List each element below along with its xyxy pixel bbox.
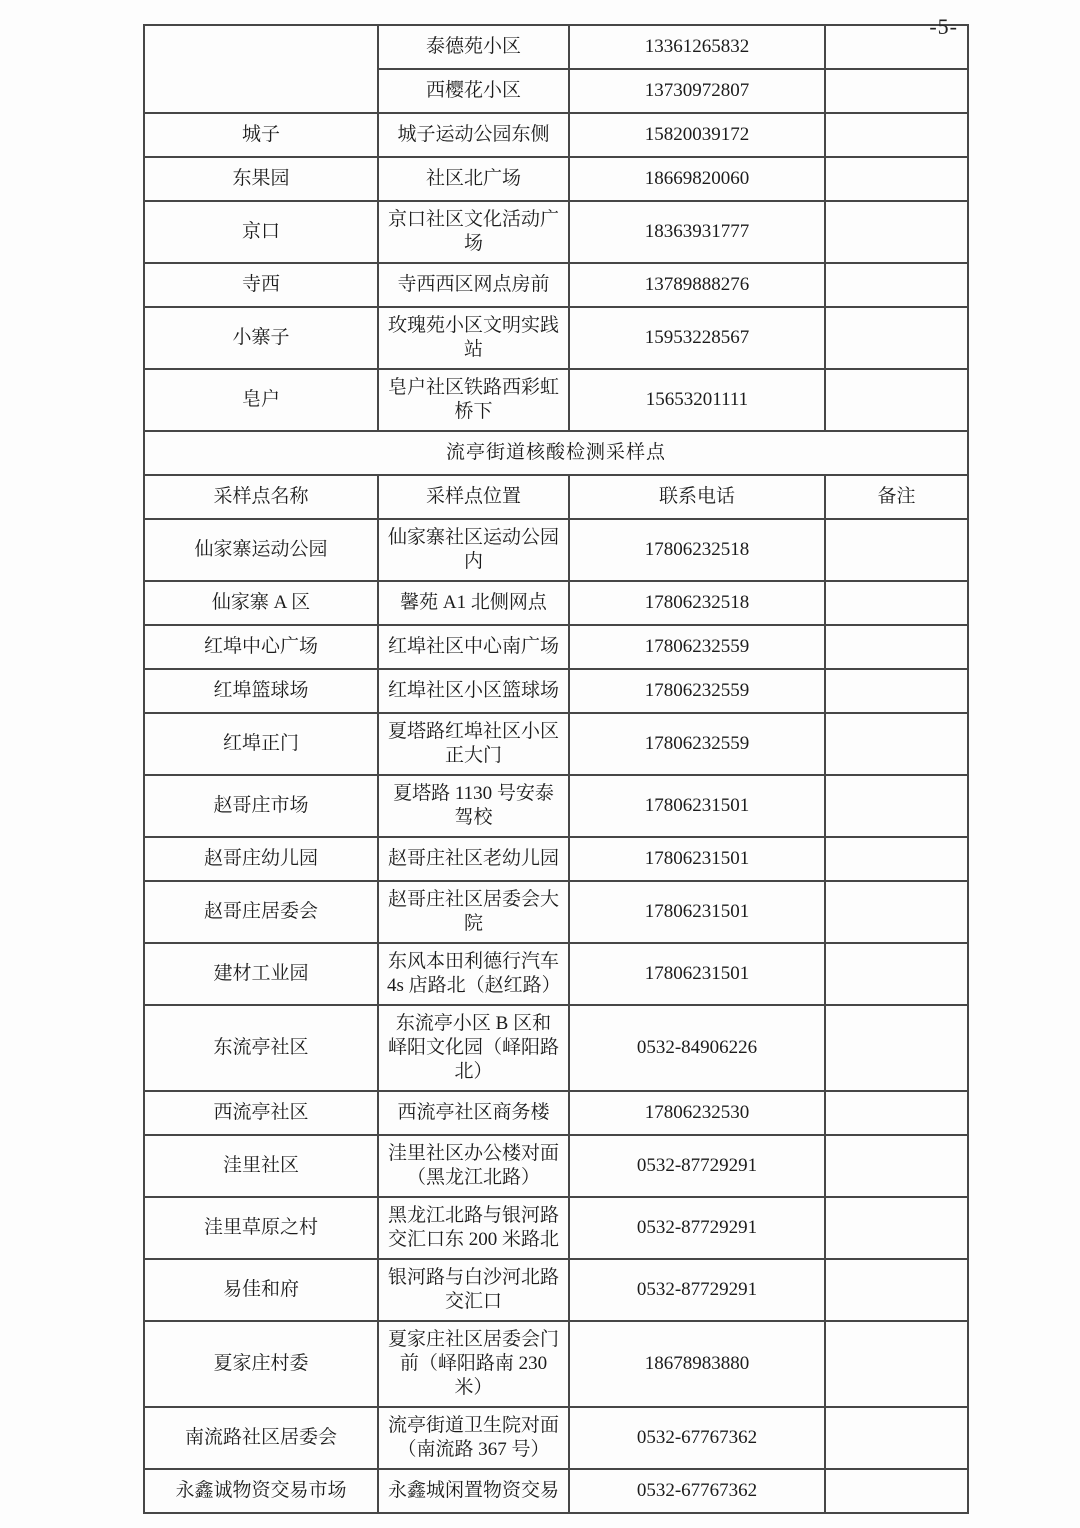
cell-phone: 15953228567 (569, 307, 825, 369)
cell-name: 城子 (144, 113, 378, 157)
table-row (144, 1005, 968, 1091)
cell-name: 洼里草原之村 (144, 1197, 378, 1259)
cell-phone: 0532-87729291 (569, 1197, 825, 1259)
cell-location: 馨苑 A1 北侧网点 (378, 581, 569, 625)
table-row (144, 519, 968, 581)
table-row (144, 1259, 968, 1321)
cell-phone: 17806231501 (569, 943, 825, 1005)
cell-phone: 13361265832 (569, 25, 825, 69)
cell-location: 城子运动公园东侧 (378, 113, 569, 157)
table-row (144, 1407, 968, 1469)
cell-phone: 15820039172 (569, 113, 825, 157)
column-header-row (144, 475, 968, 519)
cell-location: 泰德苑小区 (378, 25, 569, 69)
cell-name: 东果园 (144, 157, 378, 201)
cell-name: 红埠正门 (144, 713, 378, 775)
cell-note (825, 713, 968, 775)
cell-location: 夏塔路 1130 号安泰驾校 (378, 775, 569, 837)
cell-location: 玫瑰苑小区文明实践站 (378, 307, 569, 369)
cell-note (825, 881, 968, 943)
table-row (144, 881, 968, 943)
cell-note (825, 581, 968, 625)
table-row (144, 625, 968, 669)
cell-location: 京口社区文化活动广场 (378, 201, 569, 263)
cell-note (825, 201, 968, 263)
cell-location: 寺西西区网点房前 (378, 263, 569, 307)
cell-phone: 17806232530 (569, 1091, 825, 1135)
table-row (144, 775, 968, 837)
table-row (144, 201, 968, 263)
cell-name: 红埠中心广场 (144, 625, 378, 669)
cell-note (825, 1005, 968, 1091)
cell-note (825, 157, 968, 201)
section-title: 流亭街道核酸检测采样点 (144, 431, 968, 475)
cell-name: 易佳和府 (144, 1259, 378, 1321)
cell-name: 建材工业园 (144, 943, 378, 1005)
cell-note (825, 1259, 968, 1321)
cell-location: 红埠社区中心南广场 (378, 625, 569, 669)
sampling-table (143, 24, 969, 1514)
cell-location: 永鑫城闲置物资交易 (378, 1469, 569, 1513)
cell-note (825, 775, 968, 837)
cell-name: 夏家庄村委 (144, 1321, 378, 1407)
cell-name: 永鑫诚物资交易市场 (144, 1469, 378, 1513)
cell-name: 寺西 (144, 263, 378, 307)
cell-phone: 17806232559 (569, 713, 825, 775)
cell-phone: 17806231501 (569, 775, 825, 837)
col-header-name: 采样点名称 (144, 475, 378, 519)
col-header-location: 采样点位置 (378, 475, 569, 519)
cell-phone: 15653201111 (569, 369, 825, 431)
cell-note (825, 1469, 968, 1513)
cell-name: 赵哥庄幼儿园 (144, 837, 378, 881)
cell-name: 赵哥庄市场 (144, 775, 378, 837)
col-header-phone: 联系电话 (569, 475, 825, 519)
cell-name: 西流亭社区 (144, 1091, 378, 1135)
cell-note (825, 519, 968, 581)
cell-location: 洼里社区办公楼对面（黑龙江北路） (378, 1135, 569, 1197)
cell-phone: 0532-67767362 (569, 1407, 825, 1469)
cell-name: 东流亭社区 (144, 1005, 378, 1091)
cell-phone: 17806231501 (569, 881, 825, 943)
table-row (144, 263, 968, 307)
cell-note (825, 625, 968, 669)
cell-note (825, 1407, 968, 1469)
cell-phone: 18669820060 (569, 157, 825, 201)
cell-name: 皂户 (144, 369, 378, 431)
cell-phone: 17806232559 (569, 669, 825, 713)
cell-phone: 17806231501 (569, 837, 825, 881)
cell-location: 赵哥庄社区老幼儿园 (378, 837, 569, 881)
cell-location: 夏塔路红埠社区小区正大门 (378, 713, 569, 775)
cell-name: 小寨子 (144, 307, 378, 369)
cell-name: 赵哥庄居委会 (144, 881, 378, 943)
cell-location: 东流亭小区 B 区和峄阳文化园（峄阳路北） (378, 1005, 569, 1091)
cell-phone: 17806232559 (569, 625, 825, 669)
cell-note (825, 369, 968, 431)
page-number: -5- (929, 14, 958, 39)
cell-name: 仙家寨运动公园 (144, 519, 378, 581)
cell-note (825, 1197, 968, 1259)
cell-phone: 17806232518 (569, 581, 825, 625)
cell-location: 西樱花小区 (378, 69, 569, 113)
cell-location: 皂户社区铁路西彩虹桥下 (378, 369, 569, 431)
cell-note (825, 837, 968, 881)
sampling-table-wrap (143, 24, 967, 1514)
cell-phone: 18363931777 (569, 201, 825, 263)
cell-location: 西流亭社区商务楼 (378, 1091, 569, 1135)
cell-name: 红埠篮球场 (144, 669, 378, 713)
cell-note (825, 669, 968, 713)
cell-location: 东风本田利德行汽车 4s 店路北（赵红路） (378, 943, 569, 1005)
table-row (144, 713, 968, 775)
cell-phone: 17806232518 (569, 519, 825, 581)
table-row (144, 837, 968, 881)
table-row (144, 1091, 968, 1135)
cell-location: 夏家庄社区居委会门前（峄阳路南 230 米） (378, 1321, 569, 1407)
cell-location: 黑龙江北路与银河路交汇口东 200 米路北 (378, 1197, 569, 1259)
cell-name: 仙家寨 A 区 (144, 581, 378, 625)
cell-note (825, 1091, 968, 1135)
cell-note (825, 1321, 968, 1407)
table-row (144, 1197, 968, 1259)
cell-location: 红埠社区小区篮球场 (378, 669, 569, 713)
col-header-note: 备注 (825, 475, 968, 519)
table-row (144, 669, 968, 713)
cell-note (825, 69, 968, 113)
section-header-row (144, 431, 968, 475)
cell-phone: 0532-67767362 (569, 1469, 825, 1513)
cell-phone: 18678983880 (569, 1321, 825, 1407)
table-row (144, 369, 968, 431)
table-row (144, 157, 968, 201)
cell-name: 南流路社区居委会 (144, 1407, 378, 1469)
cell-note (825, 113, 968, 157)
table-row (144, 1469, 968, 1513)
cell-note (825, 263, 968, 307)
cell-name: 洼里社区 (144, 1135, 378, 1197)
cell-location: 赵哥庄社区居委会大院 (378, 881, 569, 943)
cell-phone: 13730972807 (569, 69, 825, 113)
table-row (144, 1321, 968, 1407)
table-body (144, 25, 968, 1513)
cell-name: 京口 (144, 201, 378, 263)
cell-location: 仙家寨社区运动公园内 (378, 519, 569, 581)
table-row (144, 581, 968, 625)
cell-note (825, 943, 968, 1005)
cell-note (825, 1135, 968, 1197)
cell-location: 银河路与白沙河北路交汇口 (378, 1259, 569, 1321)
cell-phone: 13789888276 (569, 263, 825, 307)
cell-location: 社区北广场 (378, 157, 569, 201)
table-row (144, 1135, 968, 1197)
table-row (144, 943, 968, 1005)
cell-phone: 0532-84906226 (569, 1005, 825, 1091)
cell-location: 流亭街道卫生院对面（南流路 367 号） (378, 1407, 569, 1469)
table-row (144, 307, 968, 369)
cell-phone: 0532-87729291 (569, 1259, 825, 1321)
table-row (144, 113, 968, 157)
cell-phone: 0532-87729291 (569, 1135, 825, 1197)
cell-note (825, 307, 968, 369)
